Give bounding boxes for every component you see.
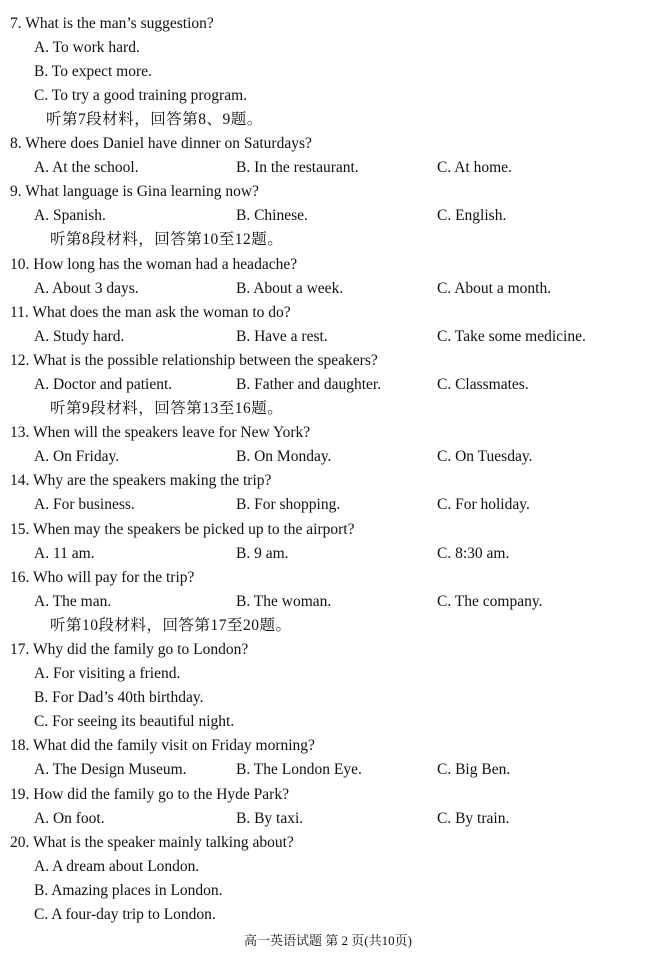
option-16c: C. The company. [437, 593, 543, 610]
option-17b: B. For Dad’s 40th birthday. [34, 689, 204, 706]
option-11a: A. Study hard. [34, 328, 125, 345]
option-17c: C. For seeing its beautiful night. [34, 713, 235, 730]
option-10a: A. About 3 days. [34, 280, 139, 297]
option-15b: B. 9 am. [236, 545, 289, 562]
option-13a: A. On Friday. [34, 448, 120, 465]
option-15c: C. 8:30 am. [437, 545, 510, 562]
question-12: 12. What is the possible relationship between the speakers? [10, 352, 378, 369]
question-8: 8. Where does Daniel have dinner on Saturdays? [10, 135, 312, 152]
question-18: 18. What did the family visit on Friday morning? [10, 737, 315, 754]
section-instruction-9: 听第9段材料，回答第13至16题。 [50, 400, 284, 417]
option-19a: A. On foot. [34, 810, 105, 827]
option-10c: C. About a month. [437, 280, 552, 297]
option-20b: B. Amazing places in London. [34, 882, 223, 899]
option-16a: A. The man. [34, 593, 112, 610]
option-19b: B. By taxi. [236, 810, 304, 827]
option-17a: A. For visiting a friend. [34, 665, 181, 682]
option-13b: B. On Monday. [236, 448, 332, 465]
section-instruction-10: 听第10段材料，回答第17至20题。 [50, 617, 292, 634]
option-7a: A. To work hard. [34, 39, 140, 56]
question-14: 14. Why are the speakers making the trip? [10, 472, 272, 489]
option-18a: A. The Design Museum. [34, 761, 187, 778]
option-18c: C. Big Ben. [437, 761, 511, 778]
option-9b: B. Chinese. [236, 207, 308, 224]
option-12b: B. Father and daughter. [236, 376, 382, 393]
option-16b: B. The woman. [236, 593, 332, 610]
question-9: 9. What language is Gina learning now? [10, 183, 259, 200]
section-instruction-8: 听第8段材料，回答第10至12题。 [50, 231, 284, 248]
question-16: 16. Who will pay for the trip? [10, 569, 195, 586]
option-14b: B. For shopping. [236, 496, 341, 513]
question-19: 19. How did the family go to the Hyde Park? [10, 786, 289, 803]
option-14a: A. For business. [34, 496, 135, 513]
option-20c: C. A four-day trip to London. [34, 906, 216, 923]
option-8a: A. At the school. [34, 159, 139, 176]
option-11c: C. Take some medicine. [437, 328, 586, 345]
question-10: 10. How long has the woman had a headache? [10, 256, 298, 273]
option-8b: B. In the restaurant. [236, 159, 359, 176]
page-footer: 高一英语试题 第 2 页(共10页) [244, 933, 412, 948]
option-18b: B. The London Eye. [236, 761, 362, 778]
option-9c: C. English. [437, 207, 507, 224]
question-20: 20. What is the speaker mainly talking about? [10, 834, 294, 851]
option-12c: C. Classmates. [437, 376, 529, 393]
option-20a: A. A dream about London. [34, 858, 200, 875]
option-7b: B. To expect more. [34, 63, 152, 80]
option-14c: C. For holiday. [437, 496, 530, 513]
option-19c: C. By train. [437, 810, 510, 827]
question-15: 15. When may the speakers be picked up to the airport? [10, 521, 355, 538]
option-13c: C. On Tuesday. [437, 448, 533, 465]
option-15a: A. 11 am. [34, 545, 95, 562]
option-7c: C. To try a good training program. [34, 87, 248, 104]
question-7: 7. What is the man’s suggestion? [10, 15, 214, 32]
question-17: 17. Why did the family go to London? [10, 641, 249, 658]
section-instruction-7: 听第7段材料，回答第8、9题。 [46, 111, 263, 128]
option-9a: A. Spanish. [34, 207, 106, 224]
option-11b: B. Have a rest. [236, 328, 328, 345]
option-12a: A. Doctor and patient. [34, 376, 173, 393]
question-13: 13. When will the speakers leave for New York? [10, 424, 311, 441]
option-8c: C. At home. [437, 159, 512, 176]
option-10b: B. About a week. [236, 280, 344, 297]
question-11: 11. What does the man ask the woman to do? [10, 304, 291, 321]
